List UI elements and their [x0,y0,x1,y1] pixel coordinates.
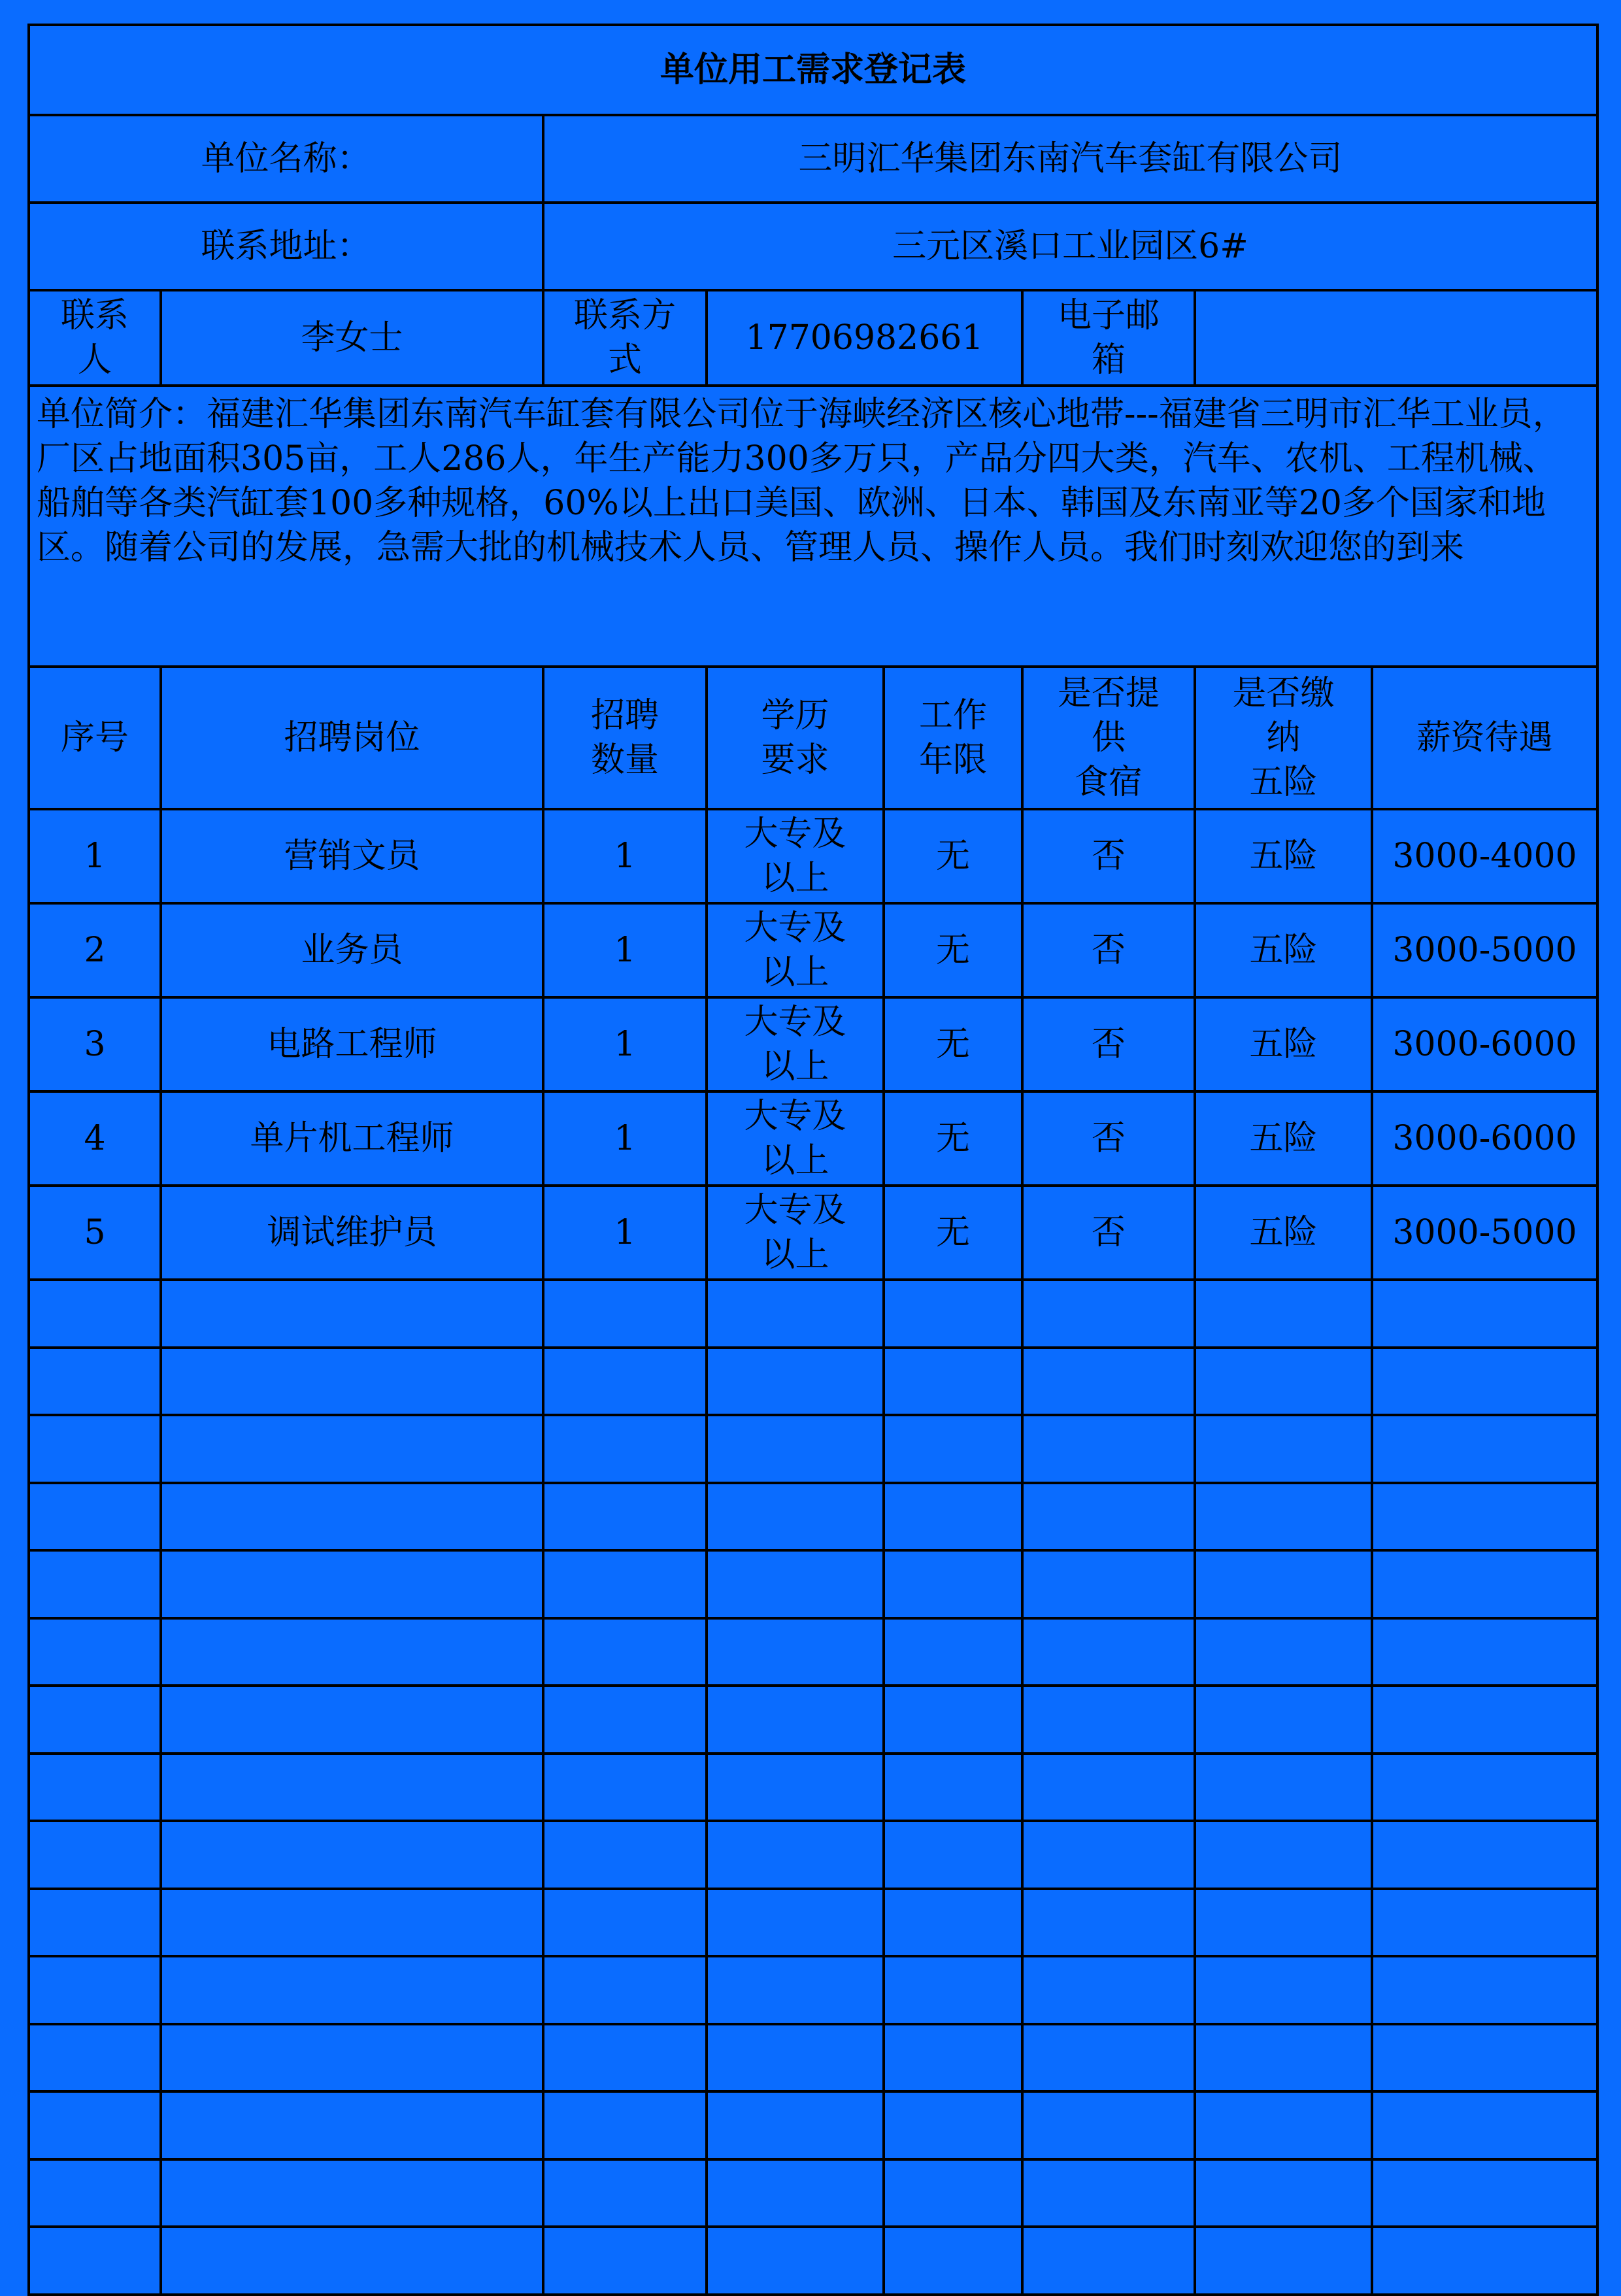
cell-education: 大专及 以上 [707,997,884,1091]
empty-cell [1372,1889,1597,1956]
empty-cell [884,1956,1022,2024]
empty-cell [884,2159,1022,2227]
cell-insurance: 五险 [1195,809,1372,903]
cell-experience: 无 [884,903,1022,997]
empty-cell [543,2024,707,2091]
empty-cell [1022,1754,1195,1821]
cell-seq: 4 [29,1091,161,1186]
empty-cell [1372,1550,1597,1618]
header-experience: 工作 年限 [884,667,1022,809]
empty-cell [543,2159,707,2227]
table-header-row [29,667,1597,809]
header-education: 学历 要求 [707,667,884,809]
empty-cell [29,1956,161,2024]
empty-cell [1195,1889,1372,1956]
empty-cell [543,1686,707,1754]
empty-cell [161,2227,543,2295]
empty-cell [1195,1821,1372,1889]
empty-cell [1372,1618,1597,1686]
empty-cell [1195,1956,1372,2024]
email-label: 电子邮 箱 [1022,290,1195,386]
company-intro: 单位简介：福建汇华集团东南汽车缸套有限公司位于海峡经济区核心地带---福建省三明市汇华工业员，厂区占地面积305亩，工人286人，年生产能力300多万只，产品分四大类，汽车、农机、工程机械、船舶等各类汽缸套100多种规格，60%以上出口美国、欧洲、日本、韩国及东南亚等20多个国家和地区。随着公司的发展，急需大批的机械技术人员、管理人员、操作人员。我们时刻欢迎您的到来 [29,386,1597,667]
table-row [29,1186,1597,1280]
empty-cell [543,1618,707,1686]
cell-insurance: 五险 [1195,997,1372,1091]
cell-position: 业务员 [161,903,543,997]
empty-cell [1022,2227,1195,2295]
empty-cell [1195,2024,1372,2091]
empty-cell [1022,2091,1195,2159]
cell-position: 电路工程师 [161,997,543,1091]
empty-cell [543,1280,707,1348]
empty-cell [29,1821,161,1889]
empty-cell [707,2227,884,2295]
empty-cell [884,1821,1022,1889]
table-row [29,903,1597,997]
empty-cell [884,1550,1022,1618]
empty-cell [543,1956,707,2024]
contact-phone-value: 17706982661 [707,290,1022,386]
cell-lodging: 否 [1022,997,1195,1091]
empty-cell [1022,1686,1195,1754]
cell-lodging: 否 [1022,1186,1195,1280]
header-lodging: 是否提 供 食宿 [1022,667,1195,809]
empty-cell [884,1889,1022,1956]
empty-cell [161,1618,543,1686]
company-name-label: 单位名称： [29,115,543,203]
cell-education: 大专及 以上 [707,809,884,903]
table-row [29,1091,1597,1186]
empty-cell [884,2091,1022,2159]
empty-cell [1195,1415,1372,1483]
empty-cell [1022,1550,1195,1618]
empty-cell [29,1415,161,1483]
empty-cell [1372,2091,1597,2159]
empty-cell [707,1348,884,1415]
cell-lodging: 否 [1022,903,1195,997]
cell-salary: 3000-5000 [1372,1186,1597,1280]
cell-experience: 无 [884,1186,1022,1280]
cell-lodging: 否 [1022,1091,1195,1186]
empty-cell [1022,1348,1195,1415]
empty-table-row [29,1956,1597,2024]
empty-cell [161,2159,543,2227]
empty-cell [1195,1618,1372,1686]
empty-cell [161,1889,543,1956]
empty-table-row [29,1821,1597,1889]
empty-cell [543,1348,707,1415]
empty-cell [1372,1280,1597,1348]
empty-cell [1195,1550,1372,1618]
cell-experience: 无 [884,809,1022,903]
empty-cell [29,2227,161,2295]
cell-position: 单片机工程师 [161,1091,543,1186]
cell-insurance: 五险 [1195,903,1372,997]
empty-table-row [29,1618,1597,1686]
empty-cell [1372,1686,1597,1754]
empty-cell [1372,2159,1597,2227]
empty-cell [884,2227,1022,2295]
empty-cell [161,1415,543,1483]
empty-cell [707,2091,884,2159]
cell-count: 1 [543,903,707,997]
empty-cell [1195,2159,1372,2227]
empty-cell [707,1686,884,1754]
empty-cell [29,1550,161,1618]
empty-cell [884,1686,1022,1754]
table-row [29,997,1597,1091]
cell-insurance: 五险 [1195,1091,1372,1186]
empty-cell [1022,1415,1195,1483]
empty-table-row [29,2024,1597,2091]
cell-seq: 3 [29,997,161,1091]
cell-salary: 3000-6000 [1372,997,1597,1091]
cell-education: 大专及 以上 [707,1091,884,1186]
cell-count: 1 [543,809,707,903]
cell-position: 营销文员 [161,809,543,903]
cell-lodging: 否 [1022,809,1195,903]
empty-cell [161,1821,543,1889]
empty-table-row [29,1348,1597,1415]
empty-cell [1372,1821,1597,1889]
cell-education: 大专及 以上 [707,903,884,997]
empty-table-row [29,1754,1597,1821]
empty-cell [1372,1483,1597,1550]
empty-cell [1195,1686,1372,1754]
header-salary: 薪资待遇 [1372,667,1597,809]
empty-cell [1372,2227,1597,2295]
empty-cell [29,2024,161,2091]
empty-cell [29,1618,161,1686]
empty-cell [1022,1483,1195,1550]
email-value [1195,290,1597,386]
cell-salary: 3000-4000 [1372,809,1597,903]
empty-cell [161,1483,543,1550]
empty-cell [884,1415,1022,1483]
empty-cell [543,2091,707,2159]
empty-cell [1022,1618,1195,1686]
empty-cell [1372,2024,1597,2091]
cell-experience: 无 [884,997,1022,1091]
empty-table-row [29,1889,1597,1956]
empty-cell [1022,2024,1195,2091]
empty-cell [543,1821,707,1889]
contact-person-label: 联系 人 [29,290,161,386]
empty-cell [543,2227,707,2295]
header-seq: 序号 [29,667,161,809]
header-position: 招聘岗位 [161,667,543,809]
empty-table-row [29,1415,1597,1483]
empty-cell [161,1686,543,1754]
empty-cell [29,1483,161,1550]
empty-cell [29,1889,161,1956]
empty-cell [29,2159,161,2227]
empty-cell [884,1483,1022,1550]
cell-seq: 1 [29,809,161,903]
empty-cell [884,1618,1022,1686]
empty-cell [884,1348,1022,1415]
empty-cell [29,1348,161,1415]
empty-cell [1022,1889,1195,1956]
empty-cell [29,2091,161,2159]
cell-seq: 5 [29,1186,161,1280]
empty-cell [161,1956,543,2024]
empty-cell [161,2024,543,2091]
cell-count: 1 [543,1091,707,1186]
empty-cell [1022,1280,1195,1348]
contact-person-value: 李女士 [161,290,543,386]
cell-salary: 3000-6000 [1372,1091,1597,1186]
empty-cell [1372,1754,1597,1821]
empty-cell [29,1754,161,1821]
cell-salary: 3000-5000 [1372,903,1597,997]
empty-cell [707,1618,884,1686]
empty-cell [707,1483,884,1550]
cell-insurance: 五险 [1195,1186,1372,1280]
empty-cell [29,1686,161,1754]
header-count: 招聘 数量 [543,667,707,809]
empty-cell [1372,1956,1597,2024]
empty-cell [1195,2227,1372,2295]
address-label: 联系地址： [29,203,543,290]
empty-cell [1195,1754,1372,1821]
empty-table-row [29,2227,1597,2295]
empty-cell [884,2024,1022,2091]
empty-cell [161,1280,543,1348]
empty-table-row [29,2091,1597,2159]
empty-cell [161,1348,543,1415]
cell-seq: 2 [29,903,161,997]
empty-cell [707,1550,884,1618]
address-value: 三元区溪口工业园区6# [543,203,1597,290]
cell-count: 1 [543,997,707,1091]
empty-cell [1022,1956,1195,2024]
empty-cell [543,1550,707,1618]
empty-cell [1195,1280,1372,1348]
cell-education: 大专及 以上 [707,1186,884,1280]
empty-cell [543,1889,707,1956]
empty-cell [1022,2159,1195,2227]
cell-experience: 无 [884,1091,1022,1186]
company-name-value: 三明汇华集团东南汽车套缸有限公司 [543,115,1597,203]
empty-cell [29,1280,161,1348]
empty-cell [707,1956,884,2024]
empty-cell [707,1754,884,1821]
cell-count: 1 [543,1186,707,1280]
empty-cell [161,1550,543,1618]
cell-position: 调试维护员 [161,1186,543,1280]
empty-cell [543,1483,707,1550]
empty-cell [707,2024,884,2091]
empty-table-row [29,1550,1597,1618]
table-row [29,809,1597,903]
empty-cell [1372,1348,1597,1415]
empty-cell [1195,2091,1372,2159]
employment-demand-form [27,24,1599,2296]
empty-cell [884,1280,1022,1348]
header-insurance: 是否缴 纳 五险 [1195,667,1372,809]
empty-table-row [29,2159,1597,2227]
empty-cell [1022,1821,1195,1889]
empty-cell [707,1280,884,1348]
empty-cell [707,1415,884,1483]
empty-table-row [29,1483,1597,1550]
empty-cell [161,2091,543,2159]
empty-cell [707,1889,884,1956]
empty-cell [1195,1483,1372,1550]
empty-cell [707,2159,884,2227]
contact-method-label: 联系方 式 [543,290,707,386]
form-title: 单位用工需求登记表 [29,25,1597,115]
empty-cell [707,1821,884,1889]
empty-cell [1195,1348,1372,1415]
empty-table-row [29,1280,1597,1348]
empty-cell [161,1754,543,1821]
empty-table-row [29,1686,1597,1754]
empty-cell [884,1754,1022,1821]
empty-cell [543,1415,707,1483]
empty-cell [543,1754,707,1821]
empty-cell [1372,1415,1597,1483]
